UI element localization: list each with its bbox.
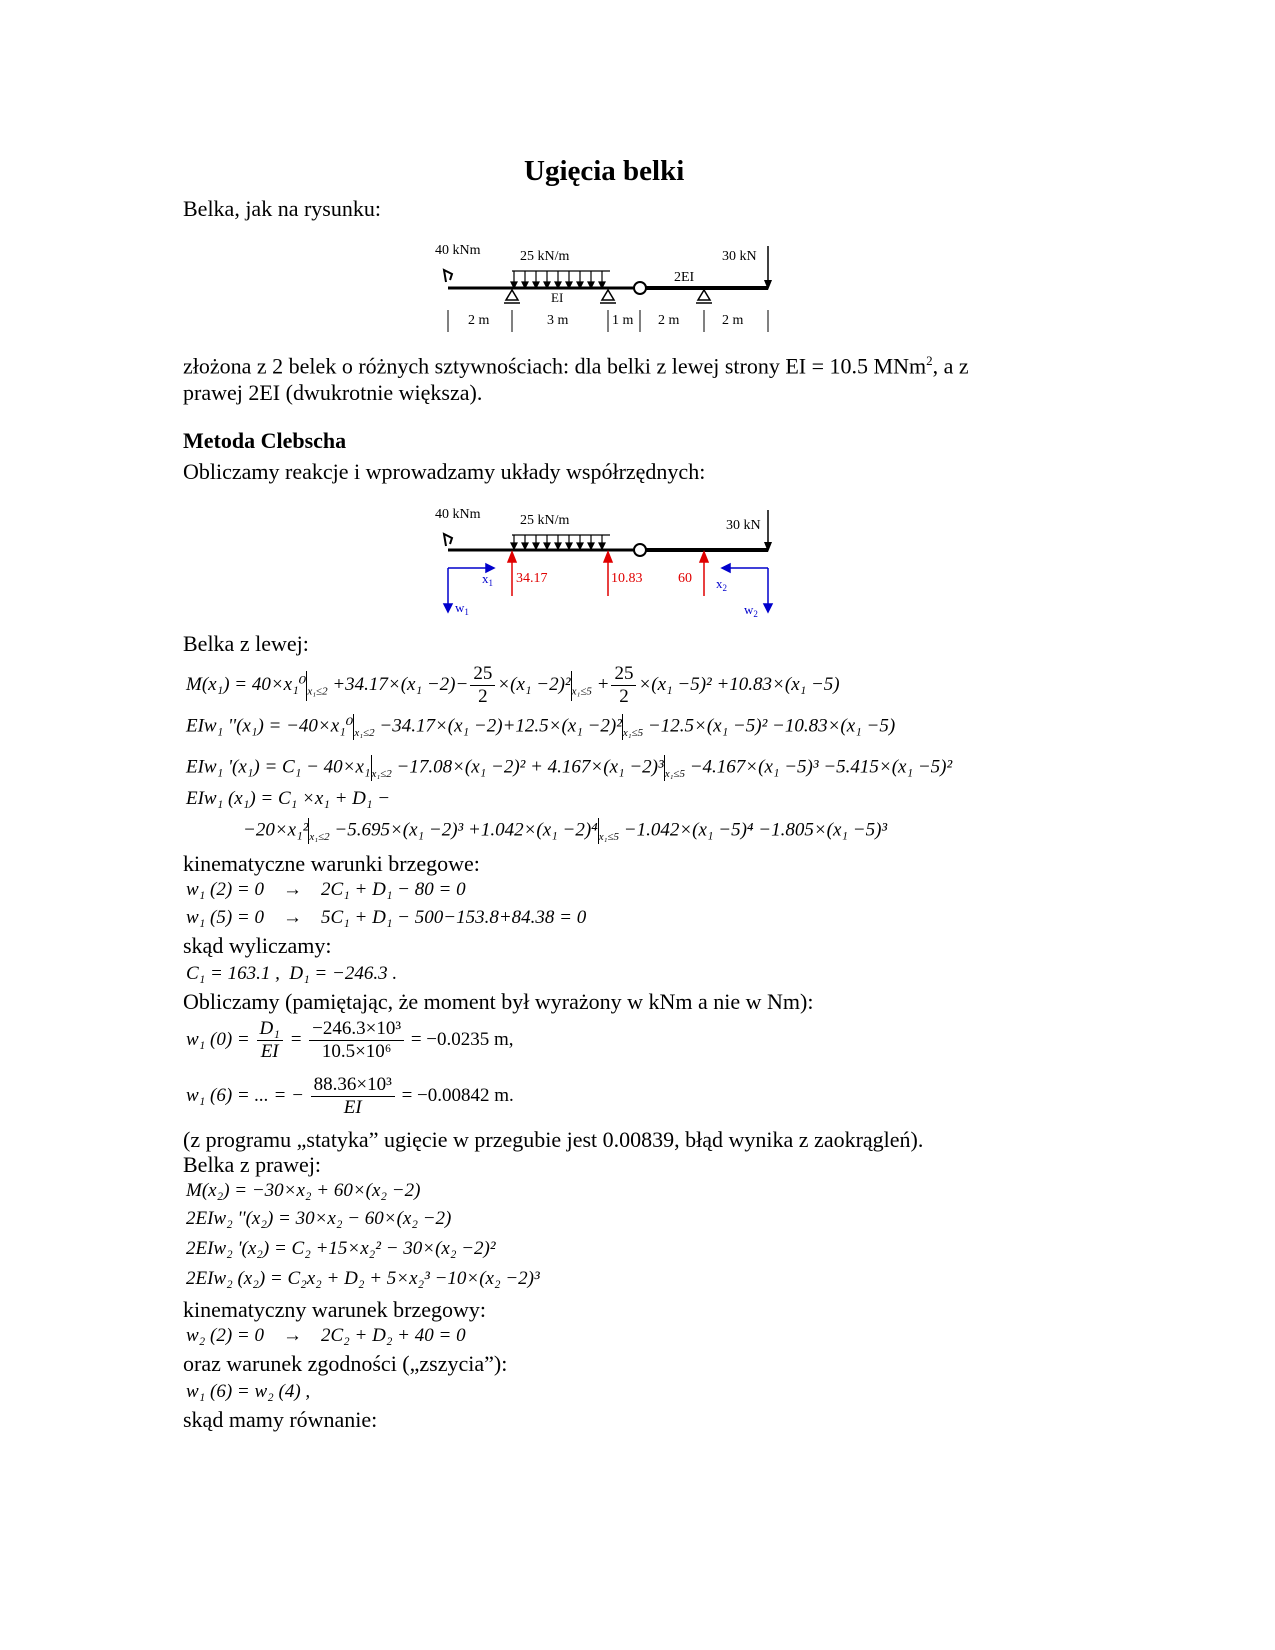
eq-ei-w0-left-cont: $-20\times x_1^2_{x_1\le 2} -5.695\times(x_1 -2)^3 +1.042\times(x_1 -2)^4_{x_1\le 5} -1.042\times(x_1 -5)^4 -1.805\times(x_1 -5)^3$ bbox=[243, 819, 888, 844]
kinematic-bc-single: kinematyczny warunek brzegowy: bbox=[183, 1297, 486, 1322]
eq-right-4: 2EIw₂ (x₂) = C₂x₂ + D₂ + 5×x₂³ −10×(x₂ −2)³ bbox=[186, 1268, 540, 1289]
eq-w1-6: w₁ (6) = ... = − $\frac{\text{88.36×10³}}{EI}$ = −0.00842 m. bbox=[186, 1074, 514, 1118]
eq-w1-0: w₁ (0) = $\frac{\text{D₁}}{EI}$ = $\frac{\text{−246.3×10³}}{\text{10.5×10⁶}}$ = −0.0235 m, bbox=[186, 1018, 514, 1062]
x2-label: $x_2$ bbox=[716, 576, 727, 593]
dist-load-label: 25 kN/m bbox=[520, 249, 570, 264]
page-title: Ugięcia belki bbox=[524, 155, 685, 187]
bc-2: w₁ (5) = 0 → 5C₁ + D₁ − 500−153.8+84.38 = 0 bbox=[186, 907, 587, 928]
whence-text: skąd wyliczamy: bbox=[183, 933, 332, 958]
force-label: 30 kN bbox=[722, 249, 757, 264]
kinematic-bc-heading: kinematyczne warunki brzegowe: bbox=[183, 851, 480, 876]
hinge-icon-2 bbox=[634, 544, 646, 556]
bc-3: w₂ (2) = 0 → 2C₂ + D₂ + 40 = 0 bbox=[186, 1325, 466, 1346]
stiffness-right-label: 2EI bbox=[674, 270, 695, 285]
left-beam-heading: Belka z lewej: bbox=[183, 631, 309, 656]
eq-right-2: 2EIw₂ ''(x₂) = 30×x₂ − 60×(x₂ −2) bbox=[186, 1208, 452, 1229]
compute-note: Obliczamy (pamiętając, że moment był wyrażony w kNm a nie w Nm): bbox=[183, 989, 814, 1014]
reaction-c: 60 bbox=[678, 571, 692, 586]
bc-1: w₁ (2) = 0 → 2C₁ + D₁ − 80 = 0 bbox=[186, 879, 466, 900]
eq-ei-w1-left: EIw₁ '$(x_1) = C_1 - 40\times x_1_{x_1\le 2} -17.08\times(x_1 -2)^2 + 4.167\times(x_1 -2)^3_{x_1\le 5} -4.167\times(x_1 -5)^3 -5.415\times(x_1 -5)^2$ bbox=[186, 756, 953, 781]
reaction-a: 34.17 bbox=[516, 571, 548, 586]
reactions-figure bbox=[430, 502, 780, 622]
distributed-load-arrows-2 bbox=[511, 535, 610, 549]
dim-4: 2 m bbox=[658, 313, 680, 328]
dist-load-label-2: 25 kN/m bbox=[520, 513, 570, 528]
moment-label: 40 kNm bbox=[435, 243, 481, 258]
right-beam-heading: Belka z prawej: bbox=[183, 1152, 322, 1177]
dim-1: 2 m bbox=[468, 313, 490, 328]
method-heading: Metoda Clebscha bbox=[183, 428, 347, 453]
intro-text: Belka, jak na rysunku: bbox=[183, 196, 381, 221]
eq-right-3: 2EIw₂ '(x₂) = C₂ +15×x₂² − 30×(x₂ −2)² bbox=[186, 1238, 496, 1259]
force-label-2: 30 kN bbox=[726, 518, 761, 533]
compat-text: oraz warunek zgodności („zszycia”): bbox=[183, 1351, 508, 1376]
dim-3: 1 m bbox=[612, 313, 634, 328]
dim-5: 2 m bbox=[722, 313, 744, 328]
moment-icon bbox=[444, 270, 452, 282]
reactions-intro: Obliczamy reakcje i wprowadzamy układy współrzędnych: bbox=[183, 459, 706, 484]
moment-icon-2 bbox=[444, 534, 452, 546]
support-icons bbox=[504, 290, 712, 303]
compat-eq: w₁ (6) = w₂ (4) , bbox=[186, 1381, 311, 1402]
w2-label: $w_2$ bbox=[744, 602, 758, 619]
w1-label: $w_1$ bbox=[455, 600, 469, 617]
eq-ei-w0-left: EIw₁ (x₁) = C₁ ×x₁ + D₁ − bbox=[186, 788, 391, 809]
statyka-note: (z programu „statyka” ugięcie w przegubie jest 0.00839, błąd wynika z zaokrągleń). bbox=[183, 1127, 924, 1152]
reaction-b: 10.83 bbox=[611, 571, 643, 586]
x1-label: $x_1$ bbox=[482, 571, 493, 588]
beam-figure bbox=[430, 238, 780, 338]
description-line-1: złożona z 2 belek o różnych sztywnościach: dla belki z lewej strony EI = 10.5 MNm$^2$, a z bbox=[183, 353, 969, 379]
constants: C₁ = 163.1 , D₁ = −246.3 . bbox=[186, 963, 398, 984]
distributed-load-arrows bbox=[511, 271, 610, 288]
hinge-icon bbox=[634, 282, 646, 294]
eq-moment-left: $M(x_1) = 40\times x_1^0_{x_1\le 2} +34.17\times(x_1 -2)-$ $\frac{25}{2}$ $\times(x_1 -2)^2_{x_1\le 5}$ + $\frac{25}{2}$ ×(x₁ −5)² +10.83×(x₁ −5) bbox=[186, 663, 840, 707]
dim-2: 3 m bbox=[547, 313, 569, 328]
moment-label-2: 40 kNm bbox=[435, 507, 481, 522]
description-line-2: prawej 2EI (dwukrotnie większa). bbox=[183, 380, 483, 405]
eq-ei-w2-left: EIw₁ ''$(x_1) = -40\times x_1^0_{x_1\le 2} -34.17\times(x_1 -2)+12.5\times(x_1 -2)^2_{x_1\le 5} -12.5\times(x_1 -5)^2 -10.83\times(x_1 -5)$ bbox=[186, 715, 896, 740]
equation-intro: skąd mamy równanie: bbox=[183, 1407, 378, 1432]
eq-right-1: M(x₂) = −30×x₂ + 60×(x₂ −2) bbox=[186, 1180, 421, 1201]
stiffness-left-label: EI bbox=[551, 290, 564, 305]
